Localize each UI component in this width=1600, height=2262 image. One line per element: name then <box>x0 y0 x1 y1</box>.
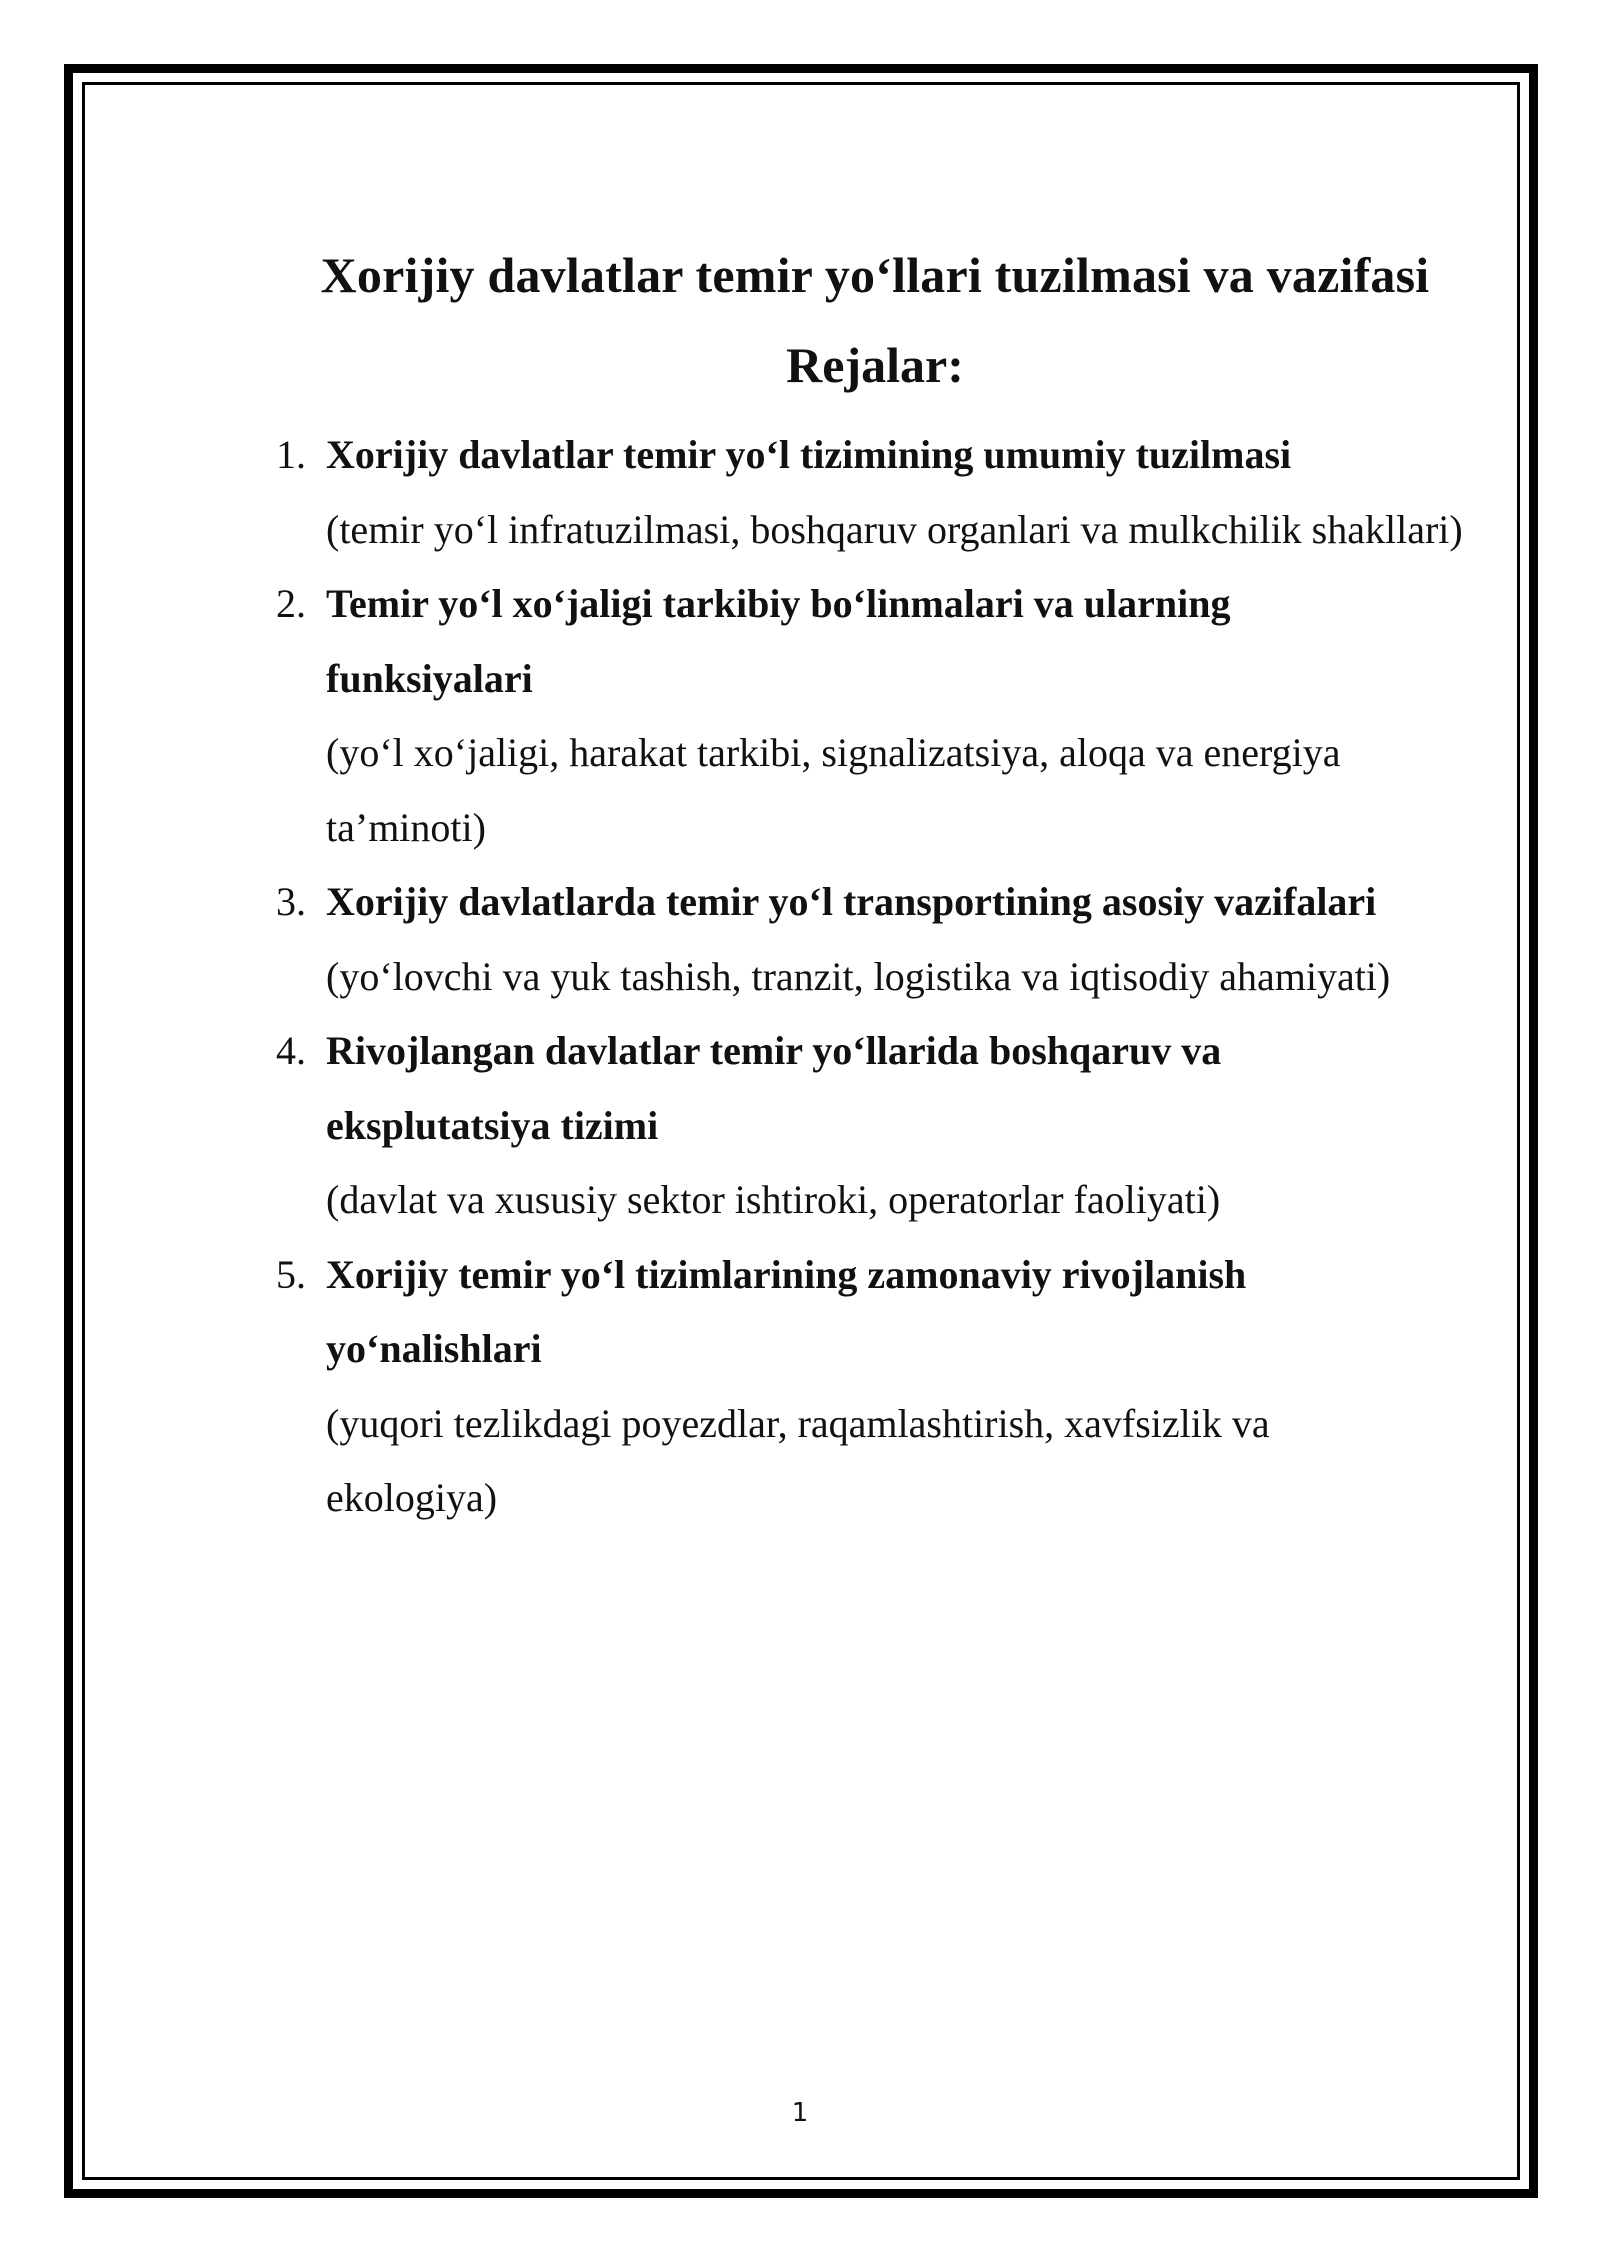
plan-item-description: (yo‘l xo‘jaligi, harakat tarkibi, signalizatsiya, aloqa va energiya ta’minoti) <box>326 730 1341 850</box>
page-number: 1 <box>791 2098 809 2128</box>
plan-item-number: 1. <box>276 432 306 477</box>
plan-item-description: (yuqori tezlikdagi poyezdlar, raqamlashtirish, xavfsizlik va ekologiya) <box>326 1400 1270 1520</box>
plan-item-number: 4. <box>276 1028 306 1073</box>
plan-item-number: 2. <box>276 581 306 626</box>
plan-item-1 <box>260 418 1490 567</box>
plan-item-title: Temir yo‘l xo‘jaligi tarkibiy bo‘linmalari va ularning funksiyalari <box>326 581 1231 701</box>
plan-item-5 <box>260 1238 1490 1536</box>
plan-item-3 <box>260 865 1490 1014</box>
page-content <box>260 230 1490 1536</box>
plan-item-description: (davlat va xususiy sektor ishtiroki, operatorlar faoliyati) <box>326 1177 1221 1222</box>
plan-list <box>260 418 1490 1536</box>
plan-item-title: Xorijiy temir yo‘l tizimlarining zamonaviy rivojlanish yo‘nalishlari <box>326 1251 1247 1371</box>
plan-item-description: (temir yo‘l infratuzilmasi, boshqaruv organlari va mulkchilik shakllari) <box>326 506 1463 552</box>
plan-item-description: (yo‘lovchi va yuk tashish, tranzit, logistika va iqtisodiy ahamiyati) <box>326 953 1391 999</box>
document-title: Xorijiy davlatlar temir yo‘llari tuzilmasi va vazifasi <box>320 247 1430 303</box>
plan-item-number: 5. <box>276 1251 306 1297</box>
plan-item-number: 3. <box>276 879 306 924</box>
plan-item-title: Xorijiy davlatlarda temir yo‘l transportining asosiy vazifalari <box>326 879 1377 924</box>
plan-item-title: Rivojlangan davlatlar temir yo‘llarida boshqaruv va eksplutatsiya tizimi <box>326 1028 1222 1148</box>
plan-item-4 <box>260 1014 1490 1238</box>
plan-item-2 <box>260 567 1490 865</box>
plan-item-title: Xorijiy davlatlar temir yo‘l tizimining umumiy tuzilmasi <box>326 432 1292 477</box>
plans-heading: Rejalar: <box>786 337 964 393</box>
